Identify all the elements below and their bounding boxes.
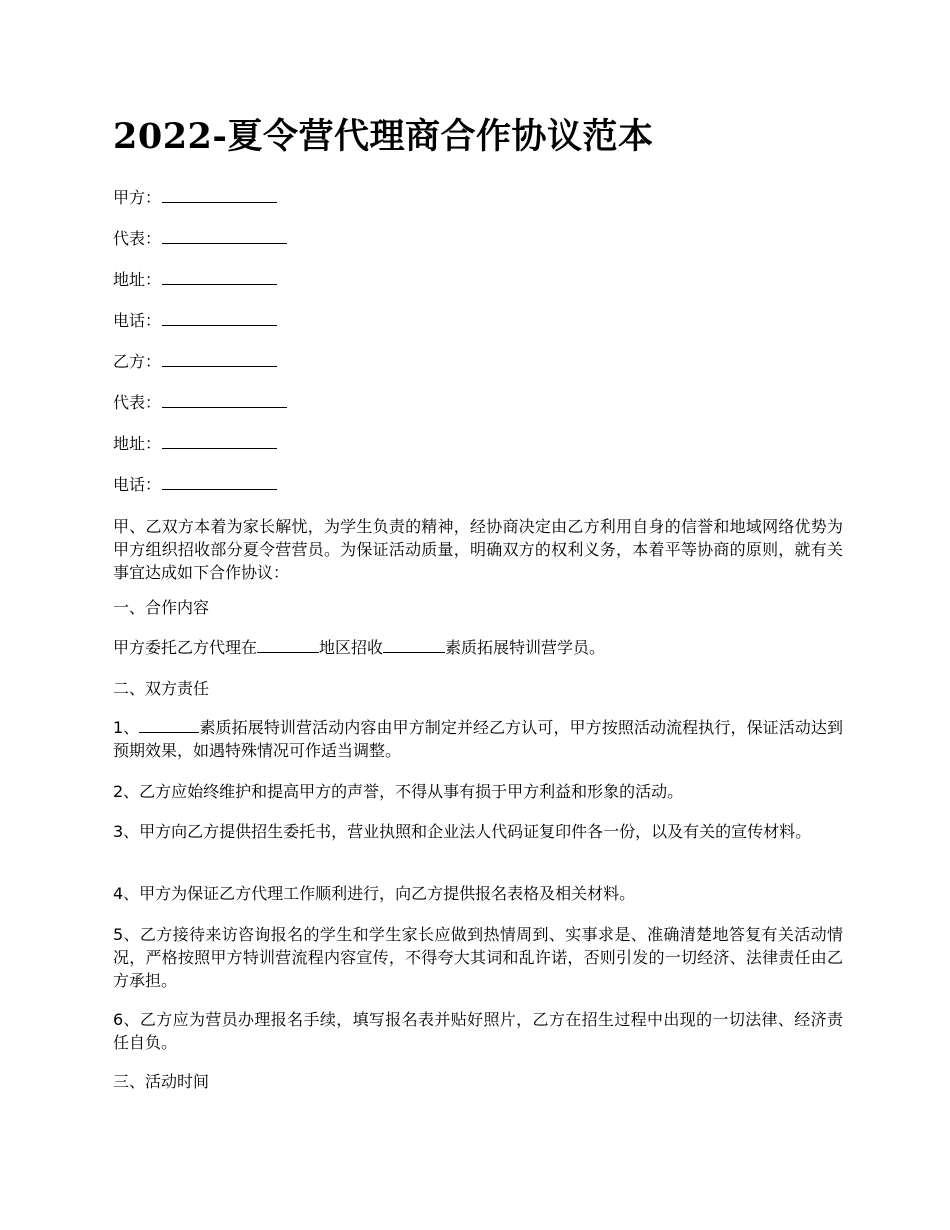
party-b-representative-field [113,391,287,414]
party-a-representative-field [113,227,287,250]
field-label: 甲方： [113,188,162,207]
intro-paragraph: 甲、乙双方本着为家长解忧，为学生负责的精神，经协商决定由乙方利用自身的信誉和地域网络优势为甲方组织招收部分夏令营营员。为保证活动质量，明确双方的权利义务，本着平等协商的原则，就有关事宜达成如下合作协议： [113,517,843,582]
field-label: 地址： [113,270,162,289]
section-heading-activity-time: 三、活动时间 [113,1072,210,1091]
region-blank [257,637,319,653]
field-label: 地址： [113,434,162,453]
party-a-representative-blank [162,227,287,244]
party-a-field [113,186,277,209]
field-label: 代表： [113,393,162,412]
cooperation-content-line [113,637,605,659]
field-label: 乙方： [113,352,162,371]
responsibility-item-2: 2、乙方应始终维护和提高甲方的声誉，不得从事有损于甲方利益和形象的活动。 [113,782,684,801]
party-b-address-field [113,432,277,455]
cooperation-text-part1: 甲方委托乙方代理在 [113,638,258,657]
field-label: 电话： [113,311,162,330]
cooperation-text-part3: 素质拓展特训营学员。 [445,638,606,657]
party-b-representative-blank [162,391,287,408]
party-a-phone-field [113,309,277,332]
party-a-phone-blank [162,309,277,326]
document-title: 2022-夏令营代理商合作协议范本 [113,116,654,157]
field-label: 电话： [113,475,162,494]
responsibility-item-6: 6、乙方应为营员办理报名手续，填写报名表并贴好照片，乙方在招生过程中出现的一切法律、经济责任自负。 [113,1010,843,1052]
party-a-address-blank [162,268,277,285]
party-b-address-blank [162,432,277,449]
responsibility-item-4: 4、甲方为保证乙方代理工作顺利进行，向乙方提供报名表格及相关材料。 [113,884,636,903]
item-text: 素质拓展特训营活动内容由甲方制定并经乙方认可，甲方按照活动流程执行，保证活动达到预期效果，如遇特殊情况可作适当调整。 [113,718,843,760]
party-b-blank [162,350,277,367]
party-b-phone-field [113,473,277,496]
party-a-blank [162,186,277,203]
responsibility-item-1 [113,716,843,762]
responsibility-item-3: 3、甲方向乙方提供招生委托书，营业执照和企业法人代码证复印件各一份，以及有关的宣传材料。 [113,822,812,841]
responsibility-item-5: 5、乙方接待来访咨询报名的学生和学生家长应做到热情周到、实事求是、准确清楚地答复有关活动情况，严格按照甲方特训营流程内容宣传，不得夸大其词和乱许诺，否则引发的一切经济、法律责任由乙方承担。 [113,925,843,990]
section-heading-responsibilities: 二、双方责任 [113,679,210,698]
item-number: 1、 [113,718,140,737]
cooperation-text-part2: 地区招收 [319,638,384,657]
camp-blank [383,637,445,653]
field-label: 代表： [113,229,162,248]
section-heading-cooperation: 一、合作内容 [113,598,210,617]
party-a-address-field [113,268,277,291]
party-b-field [113,350,277,373]
party-b-phone-blank [162,473,277,490]
item1-blank [139,717,199,733]
